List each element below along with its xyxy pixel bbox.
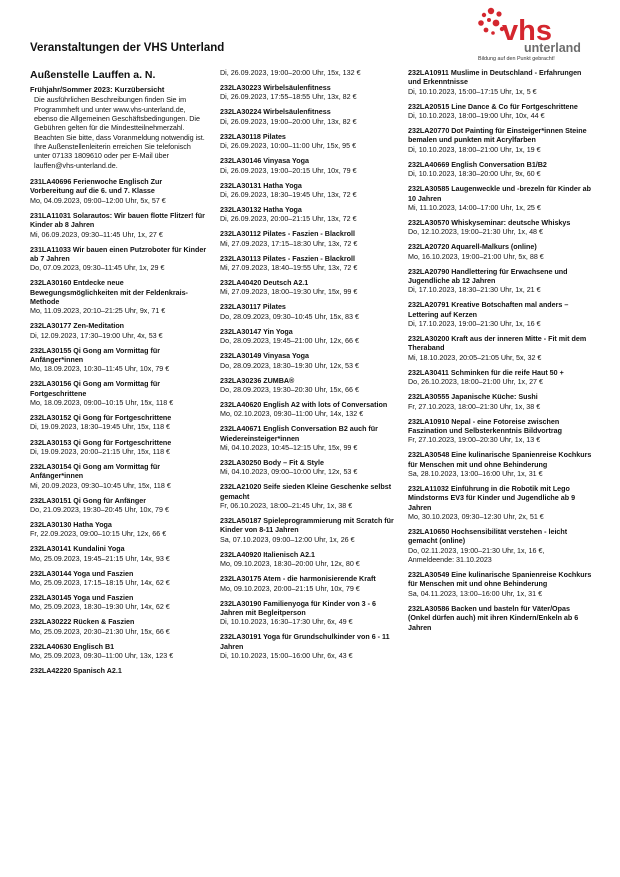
course-entry	[408, 219, 592, 238]
course-details: Mi, 27.09.2023, 18:40–19:55 Uhr, 13x, 72 €	[220, 264, 358, 272]
course-entry	[220, 230, 398, 249]
logo-tagline: Bildung auf den Punkt gebracht!	[478, 56, 555, 62]
course-title: 232LA20791 Kreative Botschaften mal anders – Lettering auf Kerzen	[408, 301, 569, 319]
course-details: Mo, 11.09.2023, 20:10–21:25 Uhr, 9x, 71 €	[30, 307, 166, 316]
course-details: Mo, 04.09.2023, 09:00–12:00 Uhr, 5x, 57 €	[30, 196, 166, 205]
course-entry	[220, 483, 398, 511]
course-title: 232LA50187 Spieleprogrammierung mit Scratch für Kinder von 8-11 Jahren	[220, 517, 394, 535]
course-entry	[220, 182, 398, 201]
course-title: 232LA20515 Line Dance & Co für Fortgeschrittene	[408, 102, 578, 111]
course-entry	[220, 206, 398, 225]
course-details: Mo, 25.09.2023, 20:30–21:30 Uhr, 15x, 66 €	[30, 627, 170, 636]
course-entry	[408, 69, 592, 97]
course-entry	[30, 570, 208, 589]
course-details: Di, 26.09.2023, 18:30–19:45 Uhr, 13x, 72 €	[220, 190, 357, 199]
course-details: Mo, 02.10.2023, 09:30–11:00 Uhr, 14x, 132 €	[220, 410, 364, 419]
course-details: Di, 10.10.2023, 15:00–17:15 Uhr, 1x, 5 €	[408, 87, 537, 96]
course-title: 232LA40671 English Conversation B2 auch für Wiedereinsteiger*innen	[220, 425, 378, 443]
course-entry	[408, 335, 592, 363]
course-details: Mi, 11.10.2023, 14:00–17:00 Uhr, 1x, 25 €	[408, 203, 541, 212]
course-title: 232LA30113 Pilates - Faszien - Blackroll	[220, 254, 355, 263]
course-entry	[30, 212, 208, 240]
course-entry	[408, 418, 592, 446]
course-details: Mo, 16.10.2023, 19:00–21:00 Uhr, 5x, 88 €	[408, 252, 544, 261]
course-entry	[220, 352, 398, 371]
course-details: Mo, 25.09.2023, 17:15–18:15 Uhr, 14x, 62 €	[30, 579, 170, 588]
course-entry	[220, 84, 398, 103]
course-entry	[30, 347, 208, 375]
course-title: 232LA30222 Rücken & Faszien	[30, 618, 135, 627]
course-entry	[408, 127, 592, 155]
course-entry	[408, 485, 592, 522]
course-title: 232LA30223 Wirbelsäulenfitness	[220, 84, 331, 93]
course-details: Mo, 09.10.2023, 20:00–21:15 Uhr, 10x, 79 €	[220, 584, 360, 593]
course-entry	[408, 605, 592, 633]
course-details: Mi, 06.09.2023, 09:30–11:45 Uhr, 1x, 27 €	[30, 230, 163, 239]
course-entry	[220, 255, 398, 274]
course-details: Mi, 20.09.2023, 09:30–10:45 Uhr, 15x, 118 €	[30, 481, 171, 490]
course-title: 232LA30156 Qi Gong am Vormittag für Fortgeschrittene	[30, 380, 161, 398]
course-entry	[220, 303, 398, 322]
course-details: Mi, 27.09.2023, 18:00–19:30 Uhr, 15x, 99 €	[220, 288, 358, 297]
course-details: Do, 28.09.2023, 19:30–20:30 Uhr, 15x, 66 €	[220, 385, 359, 394]
course-entry	[408, 103, 592, 122]
course-entry	[408, 243, 592, 262]
course-details: Fr, 06.10.2023, 18:00–21:45 Uhr, 1x, 38 €	[220, 502, 353, 511]
event-list-2	[220, 69, 398, 661]
course-details: Fr, 27.10.2023, 19:00–20:30 Uhr, 1x, 13 €	[408, 436, 541, 445]
course-details: Do, 21.09.2023, 19:30–20:45 Uhr, 10x, 79 €	[30, 505, 169, 514]
course-details: Di, 19.09.2023, 18:30–19:45 Uhr, 15x, 118 €	[30, 423, 171, 432]
course-title: 232LA30548 Eine kulinarische Spanienreise Kochkurs für Menschen mit und ohne Behinderung	[408, 451, 592, 469]
course-details: Di, 10.10.2023, 16:30–17:30 Uhr, 6x, 49 €	[220, 618, 353, 627]
course-title: 232LA40630 Englisch B1	[30, 642, 115, 651]
course-details: Di, 26.09.2023, 17:55–18:55 Uhr, 13x, 82 €	[220, 93, 357, 102]
course-details: Do, 28.09.2023, 18:30–19:30 Uhr, 12x, 53 €	[220, 361, 359, 370]
course-details: Mo, 18.09.2023, 09:00–10:15 Uhr, 15x, 118 €	[30, 399, 174, 408]
course-details: Do, 07.09.2023, 09:30–11:45 Uhr, 1x, 29 €	[30, 264, 165, 273]
course-entry	[220, 279, 398, 298]
course-title: 232LA30118 Pilates	[220, 132, 286, 141]
course-entry	[30, 279, 208, 316]
course-details: Mi, 04.10.2023, 09:00–10:00 Uhr, 12x, 53 €	[220, 468, 358, 477]
course-title: 232LA30112 Pilates - Faszien - Blackroll	[220, 230, 355, 239]
logo-main-text: vhs	[502, 15, 552, 47]
course-title: 232LA30177 Zen-Meditation	[30, 322, 125, 331]
course-title: 232LA10910 Nepal - eine Fotoreise zwischen Faszination und Selbsterkenntnis Bildvortrag	[408, 417, 562, 435]
course-details: Mi, 04.10.2023, 10:45–12:15 Uhr, 15x, 99 €	[220, 443, 358, 452]
course-title: 232LA30585 Laugenweckle und -brezeln für Kinder ab 10 Jahren	[408, 185, 591, 203]
course-title: 231LA11033 Wir bauen einen Putzroboter für Kinder ab 7 Jahren	[30, 245, 207, 263]
course-title: 232LA11032 Einführung in die Robotik mit Lego Mindstorms EV3 für Kinder und Jugendliche ab 9 Jahren	[408, 485, 576, 512]
event-list-3	[408, 69, 592, 633]
course-title: 232LA30586 Backen und basteln für Väter/Opas (Onkel dürfen auch) mit ihren Kindern/Enkeln ab 6 Jahren	[408, 604, 579, 632]
course-details: Do, 28.09.2023, 09:30–10:45 Uhr, 15x, 83 €	[220, 312, 359, 321]
course-details: Mo, 09.10.2023, 18:30–20:00 Uhr, 12x, 80 €	[220, 560, 360, 569]
course-title: 232LA30145 Yoga und Faszien	[30, 594, 134, 603]
course-entry	[408, 301, 592, 329]
course-entry	[220, 459, 398, 478]
course-title: 232LA21020 Seife sieden Kleine Geschenke selbst gemacht	[220, 483, 392, 501]
course-title: 232LA30154 Qi Gong am Vormittag für Anfänger*innen	[30, 462, 161, 481]
course-title: 232LA30570 Whiskyseminar: deutsche Whiskys	[408, 218, 571, 227]
course-entry	[220, 328, 398, 347]
course-details: Di, 10.10.2023, 18:00–21:00 Uhr, 1x, 19 €	[408, 145, 541, 154]
course-title: 232LA30175 Atem - die harmonisierende Kraft	[220, 575, 376, 584]
course-entry	[30, 246, 208, 274]
course-details: Do, 02.11.2023, 19:00–21:30 Uhr, 1x, 16 €,	[408, 546, 545, 555]
column-2	[220, 69, 398, 667]
course-entry	[408, 571, 592, 599]
course-entry	[30, 322, 208, 341]
course-title: 232LA30117 Pilates	[220, 303, 286, 312]
course-details: Di, 26.09.2023, 19:00–20:15 Uhr, 10x, 79 €	[220, 166, 357, 175]
course-title: 232LA30147 Yin Yoga	[220, 327, 293, 336]
course-title: 232LA30152 Qi Gong für Fortgeschrittene	[30, 414, 172, 423]
course-details: Di, 12.09.2023, 17:30–19:00 Uhr, 4x, 53 €	[30, 331, 163, 340]
course-title: 232LA40920 Italienisch A2.1	[220, 550, 315, 559]
course-details: Di, 26.09.2023, 20:00–21:15 Uhr, 13x, 72 €	[220, 215, 357, 224]
course-title: 232LA30191 Yoga für Grundschulkinder von 6 - 11 Jahren	[220, 633, 390, 651]
course-entry	[30, 594, 208, 613]
course-entry	[30, 414, 208, 433]
course-details: Di, 10.10.2023, 18:00–19:00 Uhr, 10x, 44 €	[408, 112, 545, 121]
course-title: 232LA30146 Vinyasa Yoga	[220, 157, 309, 166]
course-entry	[30, 521, 208, 540]
course-details: Sa, 28.10.2023, 13:00–16:00 Uhr, 1x, 31 €	[408, 469, 543, 478]
course-entry	[30, 439, 208, 458]
course-title: 232LA20790 Handlettering für Erwachsene und Jugendliche ab 12 Jahren	[408, 267, 568, 285]
course-entry	[220, 133, 398, 152]
course-title: 232LA30151 Qi Gong für Anfänger	[30, 496, 146, 505]
event-list-1	[30, 178, 208, 676]
course-details: Mo, 30.10.2023, 09:30–12:30 Uhr, 2x, 51 €	[408, 513, 544, 522]
course-details: Mo, 25.09.2023, 18:30–19:30 Uhr, 14x, 62 €	[30, 603, 170, 612]
course-title: 232LA30149 Vinyasa Yoga	[220, 352, 309, 361]
course-entry	[408, 161, 592, 180]
page-title: Veranstaltungen der VHS Unterland	[30, 42, 225, 54]
course-entry	[220, 69, 398, 78]
course-title: 232LA30200 Kraft aus der inneren Mitte - Fit mit dem Theraband	[408, 335, 587, 353]
course-title: 232LA10650 Hochsensibilität verstehen - leicht gemacht (online)	[408, 528, 568, 546]
course-details: Di, 10.10.2023, 18:30–20:00 Uhr, 9x, 60 €	[408, 170, 541, 179]
course-entry	[220, 157, 398, 176]
course-details: Sa, 04.11.2023, 13:00–16:00 Uhr, 1x, 31 €	[408, 589, 543, 598]
course-entry	[220, 425, 398, 453]
logo-sub-text: unterland	[524, 41, 581, 55]
course-entry	[220, 600, 398, 628]
course-details: Fr, 22.09.2023, 09:00–10:15 Uhr, 12x, 66 €	[30, 530, 167, 539]
course-entry	[30, 545, 208, 564]
course-details: Di, 17.10.2023, 19:00–21:30 Uhr, 1x, 16 €	[408, 320, 541, 329]
course-title: 232LA30130 Hatha Yoga	[30, 520, 112, 529]
course-details: Mo, 25.09.2023, 09:30–11:00 Uhr, 13x, 123 €	[30, 652, 174, 661]
course-entry	[408, 451, 592, 479]
course-entry	[30, 643, 208, 662]
course-entry	[30, 497, 208, 516]
course-details: Di, 10.10.2023, 15:00–16:00 Uhr, 6x, 43 €	[220, 651, 353, 660]
course-entry	[30, 463, 208, 491]
course-details: Mo, 25.09.2023, 19:45–21:15 Uhr, 14x, 93 €	[30, 554, 170, 563]
course-details: Fr, 27.10.2023, 18:00–21:30 Uhr, 1x, 38 €	[408, 402, 541, 411]
course-details: Di, 26.09.2023, 19:00–20:00 Uhr, 13x, 82 €	[220, 117, 357, 126]
course-title: 232LA40620 English A2 with lots of Conversation	[220, 400, 388, 409]
course-entry	[220, 377, 398, 396]
course-title: 232LA30132 Hatha Yoga	[220, 205, 302, 214]
course-details: Mo, 18.09.2023, 10:30–11:45 Uhr, 10x, 79 €	[30, 365, 170, 374]
course-details: Do, 28.09.2023, 19:45–21:00 Uhr, 12x, 66 €	[220, 337, 359, 346]
course-title: 232LA30131 Hatha Yoga	[220, 181, 302, 190]
course-title: 232LA42220 Spanisch A2.1	[30, 667, 122, 676]
season-title: Frühjahr/Sommer 2023: Kurzübersicht	[30, 85, 165, 94]
course-title: 232LA10911 Muslime in Deutschland - Erfahrungen und Erkenntnisse	[408, 69, 582, 87]
course-title: 232LA30153 Qi Gong für Fortgeschrittene	[30, 438, 172, 447]
course-entry	[408, 528, 592, 565]
course-entry	[30, 667, 208, 676]
course-title: 232LA30144 Yoga und Faszien	[30, 569, 134, 578]
course-entry	[408, 369, 592, 388]
course-title: 232LA40420 Deutsch A2.1	[220, 279, 309, 288]
course-entry	[30, 380, 208, 408]
course-title: 232LA30155 Qi Gong am Vormittag für Anfänger*innen	[30, 346, 161, 365]
course-title: 232LA20770 Dot Painting für Einsteiger*innen Steine bemalen und punkten mit Acrylfarben	[408, 127, 587, 145]
column-1	[30, 69, 208, 682]
course-title: 232LA30224 Wirbelsäulenfitness	[220, 108, 331, 117]
course-title: 232LA20720 Aquarell-Malkurs (online)	[408, 243, 537, 252]
course-entry	[220, 401, 398, 420]
course-title: 232LA30190 Familienyoga für Kinder von 3 - 6 Jahren mit Begleitperson	[220, 599, 376, 617]
course-entry	[220, 633, 398, 661]
course-details: Di, 17.10.2023, 18:30–21:30 Uhr, 1x, 21 €	[408, 286, 541, 295]
course-details: Mi, 18.10.2023, 20:05–21:05 Uhr, 5x, 32 €	[408, 353, 542, 362]
course-details: Sa, 07.10.2023, 09:00–12:00 Uhr, 1x, 26 €	[220, 535, 355, 544]
course-title: 232LA30411 Schminken für die reife Haut 50 +	[408, 368, 564, 377]
course-entry	[408, 185, 592, 213]
course-entry	[220, 575, 398, 594]
course-title: 232LA30236 ZUMBA®	[220, 376, 295, 385]
course-entry	[220, 551, 398, 570]
course-details: Di, 26.09.2023, 19:00–20:00 Uhr, 15x, 132 €	[220, 69, 361, 77]
branch-title: Außenstelle Lauffen a. N.	[30, 69, 156, 81]
course-entry	[220, 108, 398, 127]
course-entry	[220, 517, 398, 545]
course-registration-deadline: Anmeldeende: 31.10.2023	[408, 556, 492, 565]
course-title: 232LA30549 Eine kulinarische Spanienreise Kochkurs für Menschen mit und ohne Behinderung	[408, 571, 592, 589]
column-3	[408, 69, 592, 639]
course-details: Di, 26.09.2023, 10:00–11:00 Uhr, 15x, 95 €	[220, 142, 357, 151]
course-title: 231LA11031 Solarautos: Wir bauen flotte Flitzer! für Kinder ab 8 Jahren	[30, 211, 205, 230]
course-entry	[408, 393, 592, 412]
course-title: 232LA30555 Japanische Küche: Sushi	[408, 393, 538, 402]
course-entry	[30, 178, 208, 206]
course-details: Di, 19.09.2023, 20:00–21:15 Uhr, 15x, 118 €	[30, 447, 171, 456]
course-entry	[408, 268, 592, 296]
course-title: 232LA30250 Body – Fit & Style	[220, 459, 324, 467]
course-details: Mi, 27.09.2023, 17:15–18:30 Uhr, 13x, 72 €	[220, 239, 358, 248]
course-title: 232LA30141 Kundalini Yoga	[30, 545, 125, 554]
course-title: 232LA30160 Entdecke neue Bewegungsmöglichkeiten mit der Feldenkrais-Methode	[30, 279, 188, 306]
course-title: 232LA40669 English Conversation B1/B2	[408, 160, 547, 169]
intro-text: Die ausführlichen Beschreibungen finden Sie im Programmheft und unter www.vhs-unterland.de, ebenso die Allgemeinen Geschäftsbedingungen. Die Gebühren gelten für die Mindestteilnehmerzahl. Beachten Sie bitte, dass Voranmeldung notwendig ist. Ihre Außenstellenleiterin erreichen Sie telefonisch unter 07133 1809610 oder per E-Mail über lauffen@vhs-unterland.de.	[34, 96, 205, 170]
course-title: 231LA40696 Ferienwoche Englisch Zur Vorbereitung auf die 6. und 7. Klasse	[30, 178, 163, 196]
course-details: Do, 26.10.2023, 18:00–21:00 Uhr, 1x, 27 €	[408, 378, 543, 387]
course-details: Do, 12.10.2023, 19:00–21:30 Uhr, 1x, 48 €	[408, 228, 543, 237]
course-entry	[30, 618, 208, 637]
